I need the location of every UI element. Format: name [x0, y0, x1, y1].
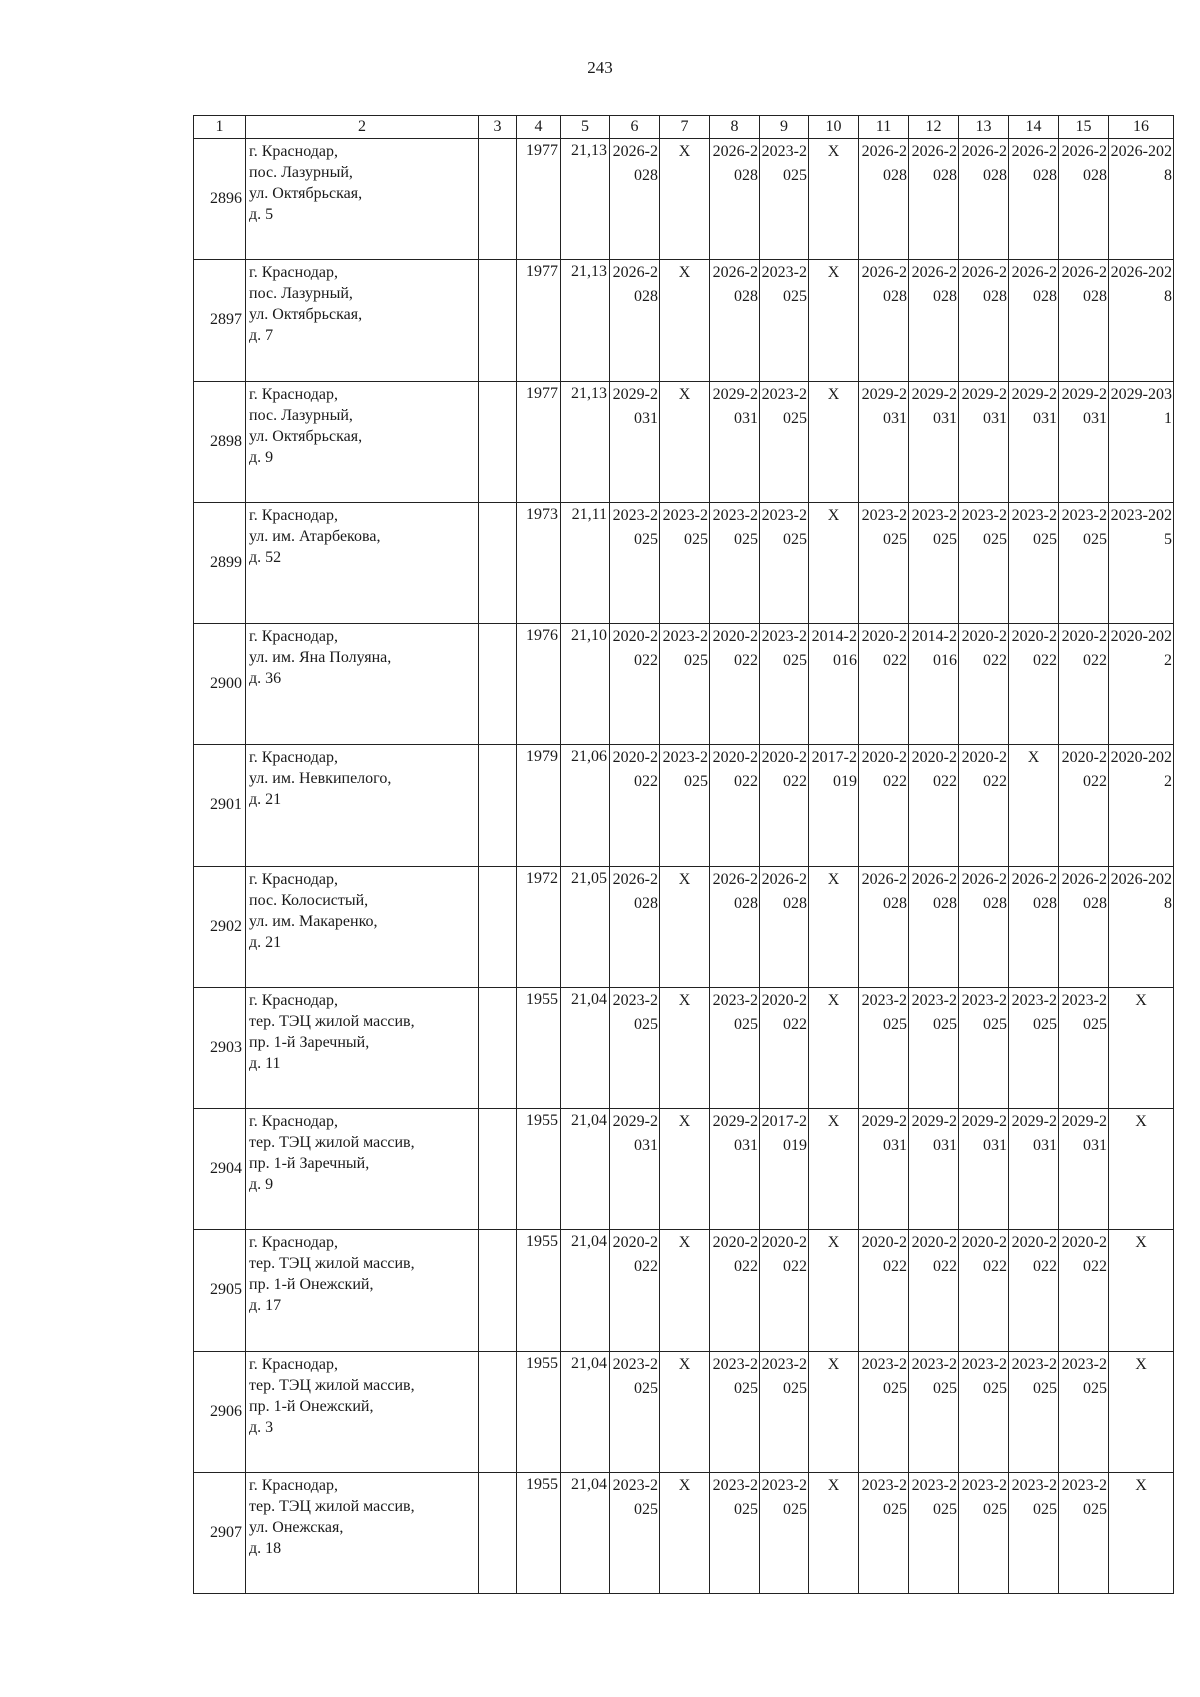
column-header: 6: [610, 116, 660, 139]
period-cell: 2026-2028: [959, 866, 1009, 987]
period-cell: 2023-2025: [610, 987, 660, 1108]
period-cell: 2020-2022: [959, 745, 1009, 866]
period-cell: 2023-2025: [959, 1351, 1009, 1472]
address-line: д. 11: [249, 1054, 281, 1072]
period-cell: 2023-2025: [1009, 987, 1059, 1108]
period-cell: 2026-2028: [610, 866, 660, 987]
period-cell: 2026-2028: [859, 866, 909, 987]
year-cell: 1955: [517, 1472, 561, 1593]
area-cell: 21,04: [561, 987, 610, 1108]
row-number-cell: 2899: [194, 502, 246, 623]
area-cell: 21,06: [561, 745, 610, 866]
period-cell: 2020-2022: [909, 1230, 959, 1351]
address-line: д. 52: [249, 548, 282, 566]
table-row: [194, 745, 1174, 866]
period-cell: X: [660, 1351, 710, 1472]
address-line: пр. 1-й Онежский,: [249, 1397, 374, 1415]
period-cell: 2014-2016: [909, 624, 959, 745]
housing-register-table: [193, 115, 1174, 1594]
column-3-cell: [479, 987, 517, 1108]
period-cell: 2029-2031: [859, 381, 909, 502]
table-row: [194, 1472, 1174, 1593]
period-cell: 2023-2025: [710, 1472, 760, 1593]
address-cell: [246, 502, 479, 623]
period-cell: 2023-2025: [760, 260, 809, 381]
address-line: г. Краснодар,: [249, 1234, 338, 1252]
column-3-cell: [479, 1109, 517, 1230]
area-cell: 21,04: [561, 1230, 610, 1351]
period-cell: 2026-2028: [610, 139, 660, 260]
address-line: г. Краснодар,: [249, 1355, 338, 1373]
period-cell: 2026-2028: [710, 139, 760, 260]
period-cell: 2020-2022: [1059, 1230, 1109, 1351]
year-cell: 1979: [517, 745, 561, 866]
period-cell: 2023-2025: [710, 987, 760, 1108]
period-cell: 2020-2022: [610, 624, 660, 745]
column-header: 1: [194, 116, 246, 139]
column-3-cell: [479, 745, 517, 866]
address-line: д. 5: [249, 206, 274, 223]
period-cell: X: [660, 987, 710, 1108]
period-cell: X: [660, 1109, 710, 1230]
period-cell: 2023-2025: [610, 1351, 660, 1472]
period-cell: 2023-2025: [909, 1351, 959, 1472]
period-cell: 2023-2025: [859, 1472, 909, 1593]
table-row: [194, 260, 1174, 381]
column-header: 8: [710, 116, 760, 139]
period-cell: 2029-2031: [1009, 1109, 1059, 1230]
column-3-cell: [479, 381, 517, 502]
period-cell: 2026-2028: [959, 260, 1009, 381]
address-line: г. Краснодар,: [249, 264, 338, 282]
column-header: 10: [809, 116, 859, 139]
period-cell: X: [660, 381, 710, 502]
address-line: ул. им. Невкипелого,: [249, 770, 392, 788]
period-cell: 2020-2022: [760, 987, 809, 1108]
period-cell: X: [660, 260, 710, 381]
address-line: д. 18: [249, 1539, 282, 1557]
period-cell: 2023-2025: [1009, 1472, 1059, 1593]
period-cell: 2026-2028: [760, 866, 809, 987]
period-cell: 2029-2031: [909, 1109, 959, 1230]
period-cell: 2023-2025: [660, 624, 710, 745]
column-header: 16: [1109, 116, 1174, 139]
address-cell: [246, 987, 479, 1108]
period-cell: 2023-2025: [959, 502, 1009, 623]
column-3-cell: [479, 502, 517, 623]
period-cell: X: [660, 866, 710, 987]
address-line: тер. ТЭЦ жилой массив,: [249, 1012, 415, 1030]
period-cell: 2029-2031: [959, 381, 1009, 502]
period-cell: 2029-2031: [610, 381, 660, 502]
column-3-cell: [479, 1351, 517, 1472]
address-line: ул. им. Макаренко,: [249, 912, 378, 930]
period-cell: 2023-2025: [610, 502, 660, 623]
row-number-cell: 2902: [194, 866, 246, 987]
period-cell: 2020-2022: [760, 745, 809, 866]
header-row: [194, 116, 1174, 139]
period-cell: 2020-2022: [909, 745, 959, 866]
address-cell: [246, 1109, 479, 1230]
period-cell: 2023-2025: [710, 1351, 760, 1472]
area-cell: 21,04: [561, 1472, 610, 1593]
column-header: 14: [1009, 116, 1059, 139]
address-line: г. Краснодар,: [249, 385, 338, 403]
period-cell: 2026-2028: [909, 139, 959, 260]
row-number-cell: 2900: [194, 624, 246, 745]
period-cell: X: [660, 1230, 710, 1351]
period-cell: 2023-2025: [1009, 1351, 1059, 1472]
period-cell: 2023-2025: [1059, 1351, 1109, 1472]
address-line: ул. им. Яна Полуяна,: [249, 649, 392, 666]
period-cell: 2023-2025: [610, 1472, 660, 1593]
column-3-cell: [479, 1472, 517, 1593]
period-cell: X: [809, 987, 859, 1108]
period-cell: 2023-2025: [859, 502, 909, 623]
period-cell: 2023-2025: [660, 745, 710, 866]
address-line: ул. Октябрьская,: [249, 427, 363, 445]
address-line: д. 7: [249, 327, 274, 345]
address-line: г. Краснодар,: [249, 143, 338, 160]
year-cell: 1977: [517, 260, 561, 381]
address-cell: [246, 1230, 479, 1351]
column-header: 9: [760, 116, 809, 139]
area-cell: 21,11: [561, 502, 610, 623]
area-cell: 21,13: [561, 260, 610, 381]
period-cell: X: [809, 502, 859, 623]
address-cell: [246, 139, 479, 260]
year-cell: 1955: [517, 987, 561, 1108]
period-cell: 2026-2028: [1059, 866, 1109, 987]
period-cell: 2020-2022: [859, 624, 909, 745]
address-line: г. Краснодар,: [249, 991, 338, 1009]
address-line: ул. Онежская,: [249, 1518, 344, 1536]
period-cell: X: [809, 1230, 859, 1351]
period-cell: 2029-2031: [1009, 381, 1059, 502]
period-cell: X: [1109, 1230, 1174, 1351]
address-line: тер. ТЭЦ жилой массив,: [249, 1255, 415, 1273]
row-number-cell: 2903: [194, 987, 246, 1108]
period-cell: 2020-2022: [1109, 624, 1174, 745]
year-cell: 1955: [517, 1351, 561, 1472]
table-row: [194, 502, 1174, 623]
address-cell: [246, 260, 479, 381]
period-cell: 2023-2025: [760, 1472, 809, 1593]
page-number: 243: [587, 58, 613, 77]
period-cell: 2026-2028: [859, 260, 909, 381]
period-cell: X: [1009, 745, 1059, 866]
row-number-cell: 2901: [194, 745, 246, 866]
period-cell: 2020-2022: [710, 745, 760, 866]
row-number-cell: 2896: [194, 139, 246, 260]
address-cell: [246, 866, 479, 987]
period-cell: 2029-2031: [959, 1109, 1009, 1230]
address-cell: [246, 381, 479, 502]
period-cell: 2020-2022: [1109, 745, 1174, 866]
address-line: пр. 1-й Заречный,: [249, 1155, 370, 1172]
address-cell: [246, 745, 479, 866]
period-cell: X: [809, 260, 859, 381]
address-line: пос. Лазурный,: [249, 406, 353, 424]
period-cell: 2029-2031: [1109, 381, 1174, 502]
table-row: [194, 1230, 1174, 1351]
period-cell: 2020-2022: [1009, 1230, 1059, 1351]
area-cell: 21,04: [561, 1351, 610, 1472]
period-cell: 2026-2028: [1059, 260, 1109, 381]
address-cell: [246, 1472, 479, 1593]
period-cell: 2014-2016: [809, 624, 859, 745]
period-cell: 2026-2028: [1009, 260, 1059, 381]
period-cell: 2020-2022: [859, 1230, 909, 1351]
period-cell: 2026-2028: [909, 866, 959, 987]
address-line: д. 9: [249, 448, 274, 466]
address-line: г. Краснодар,: [249, 1113, 338, 1130]
period-cell: 2026-2028: [859, 139, 909, 260]
table-row: [194, 381, 1174, 502]
period-cell: 2026-2028: [1009, 139, 1059, 260]
column-header: 5: [561, 116, 610, 139]
period-cell: 2026-2028: [909, 260, 959, 381]
column-3-cell: [479, 624, 517, 745]
table-row: [194, 624, 1174, 745]
address-cell: [246, 1351, 479, 1472]
period-cell: 2020-2022: [760, 1230, 809, 1351]
address-line: тер. ТЭЦ жилой массив,: [249, 1497, 415, 1515]
period-cell: X: [809, 866, 859, 987]
period-cell: X: [809, 381, 859, 502]
column-3-cell: [479, 139, 517, 260]
period-cell: 2023-2025: [1009, 502, 1059, 623]
address-line: д. 21: [249, 933, 282, 951]
address-line: г. Краснодар,: [249, 870, 338, 888]
column-header: 4: [517, 116, 561, 139]
period-cell: X: [809, 139, 859, 260]
period-cell: 2023-2025: [1059, 987, 1109, 1108]
period-cell: 2029-2031: [1059, 381, 1109, 502]
row-number-cell: 2907: [194, 1472, 246, 1593]
period-cell: 2023-2025: [660, 502, 710, 623]
area-cell: 21,05: [561, 866, 610, 987]
period-cell: 2026-2028: [710, 866, 760, 987]
period-cell: 2020-2022: [959, 1230, 1009, 1351]
area-cell: 21,04: [561, 1109, 610, 1230]
period-cell: 2020-2022: [710, 624, 760, 745]
period-cell: 2023-2025: [909, 987, 959, 1108]
period-cell: X: [1109, 987, 1174, 1108]
period-cell: X: [809, 1472, 859, 1593]
address-line: д. 36: [249, 670, 282, 687]
period-cell: 2026-2028: [1109, 866, 1174, 987]
table-row: [194, 1351, 1174, 1472]
address-line: ул. Октябрьская,: [249, 185, 363, 202]
period-cell: 2026-2028: [710, 260, 760, 381]
period-cell: 2023-2025: [760, 1351, 809, 1472]
period-cell: 2020-2022: [1059, 745, 1109, 866]
period-cell: 2023-2025: [859, 1351, 909, 1472]
address-line: д. 9: [249, 1176, 274, 1193]
period-cell: 2026-2028: [1109, 139, 1174, 260]
period-cell: 2026-2028: [959, 139, 1009, 260]
address-cell: [246, 624, 479, 745]
period-cell: 2023-2025: [1059, 502, 1109, 623]
period-cell: 2023-2025: [959, 987, 1009, 1108]
table-row: [194, 139, 1174, 260]
table-row: [194, 866, 1174, 987]
period-cell: 2023-2025: [909, 1472, 959, 1593]
period-cell: 2023-2025: [710, 502, 760, 623]
year-cell: 1973: [517, 502, 561, 623]
column-header: 15: [1059, 116, 1109, 139]
row-number-cell: 2897: [194, 260, 246, 381]
address-line: д. 17: [249, 1297, 282, 1315]
period-cell: X: [1109, 1109, 1174, 1230]
period-cell: 2026-2028: [1109, 260, 1174, 381]
address-line: д. 3: [249, 1418, 274, 1436]
year-cell: 1976: [517, 624, 561, 745]
period-cell: 2020-2022: [959, 624, 1009, 745]
address-line: г. Краснодар,: [249, 506, 338, 524]
year-cell: 1955: [517, 1109, 561, 1230]
period-cell: 2023-2025: [959, 1472, 1009, 1593]
period-cell: 2023-2025: [859, 987, 909, 1108]
period-cell: X: [660, 1472, 710, 1593]
address-line: пос. Лазурный,: [249, 285, 353, 303]
column-header: 3: [479, 116, 517, 139]
period-cell: X: [809, 1109, 859, 1230]
period-cell: 2023-2025: [760, 624, 809, 745]
row-number-cell: 2898: [194, 381, 246, 502]
address-line: тер. ТЭЦ жилой массив,: [249, 1376, 415, 1394]
year-cell: 1972: [517, 866, 561, 987]
address-line: пос. Лазурный,: [249, 164, 353, 181]
year-cell: 1955: [517, 1230, 561, 1351]
period-cell: 2023-2025: [760, 502, 809, 623]
row-number-cell: 2904: [194, 1109, 246, 1230]
address-line: ул. им. Атарбекова,: [249, 527, 381, 545]
address-line: пр. 1-й Заречный,: [249, 1033, 370, 1051]
period-cell: 2029-2031: [1059, 1109, 1109, 1230]
address-line: г. Краснодар,: [249, 1476, 338, 1494]
period-cell: 2029-2031: [909, 381, 959, 502]
column-header: 2: [246, 116, 479, 139]
period-cell: 2023-2025: [1059, 1472, 1109, 1593]
period-cell: 2023-2025: [909, 502, 959, 623]
column-header: 7: [660, 116, 710, 139]
table-row: [194, 987, 1174, 1108]
period-cell: 2020-2022: [610, 1230, 660, 1351]
period-cell: 2026-2028: [1059, 139, 1109, 260]
column-header: 13: [959, 116, 1009, 139]
period-cell: 2026-2028: [1009, 866, 1059, 987]
period-cell: X: [809, 1351, 859, 1472]
area-cell: 21,13: [561, 381, 610, 502]
period-cell: 2029-2031: [710, 381, 760, 502]
column-header: 11: [859, 116, 909, 139]
period-cell: 2020-2022: [710, 1230, 760, 1351]
period-cell: 2023-2025: [760, 139, 809, 260]
period-cell: 2029-2031: [859, 1109, 909, 1230]
column-3-cell: [479, 1230, 517, 1351]
period-cell: X: [660, 139, 710, 260]
period-cell: X: [1109, 1351, 1174, 1472]
area-cell: 21,10: [561, 624, 610, 745]
area-cell: 21,13: [561, 139, 610, 260]
year-cell: 1977: [517, 381, 561, 502]
column-3-cell: [479, 866, 517, 987]
address-line: ул. Октябрьская,: [249, 306, 363, 324]
address-line: пос. Колосистый,: [249, 891, 369, 909]
address-line: г. Краснодар,: [249, 628, 338, 645]
address-line: г. Краснодар,: [249, 749, 338, 767]
row-number-cell: 2905: [194, 1230, 246, 1351]
address-line: д. 21: [249, 791, 282, 809]
period-cell: 2023-2025: [760, 381, 809, 502]
period-cell: 2017-2019: [809, 745, 859, 866]
table-body: [194, 139, 1174, 1594]
column-header: 12: [909, 116, 959, 139]
period-cell: 2020-2022: [859, 745, 909, 866]
period-cell: 2023-2025: [1109, 502, 1174, 623]
column-3-cell: [479, 260, 517, 381]
period-cell: X: [1109, 1472, 1174, 1593]
period-cell: 2020-2022: [610, 745, 660, 866]
table-row: [194, 1109, 1174, 1230]
period-cell: 2029-2031: [610, 1109, 660, 1230]
row-number-cell: 2906: [194, 1351, 246, 1472]
address-line: тер. ТЭЦ жилой массив,: [249, 1134, 415, 1151]
period-cell: 2020-2022: [1059, 624, 1109, 745]
year-cell: 1977: [517, 139, 561, 260]
period-cell: 2017-2019: [760, 1109, 809, 1230]
period-cell: 2026-2028: [610, 260, 660, 381]
period-cell: 2029-2031: [710, 1109, 760, 1230]
period-cell: 2020-2022: [1009, 624, 1059, 745]
address-line: пр. 1-й Онежский,: [249, 1276, 374, 1294]
